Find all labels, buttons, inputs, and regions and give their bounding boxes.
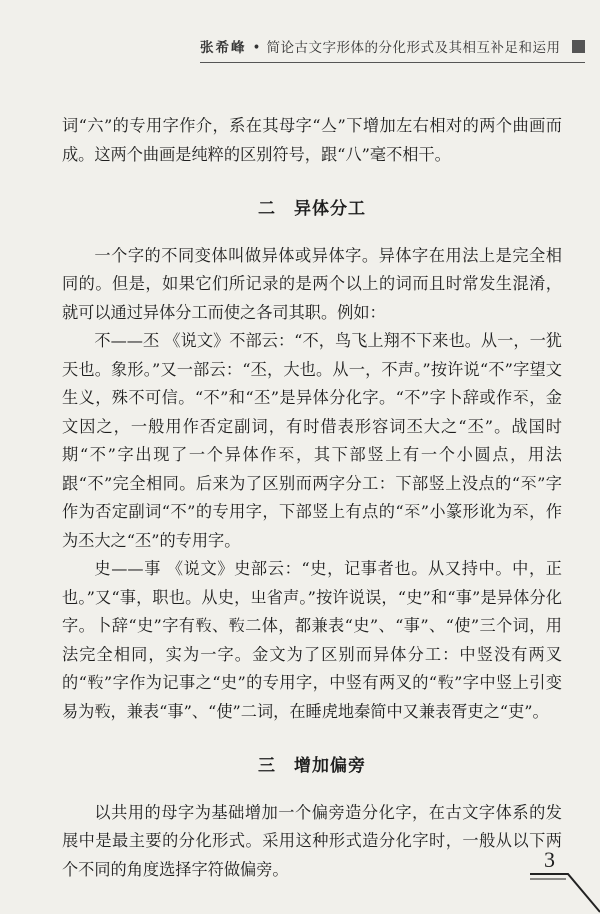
header-title: 简论古文字形体的分化形式及其相互补足和运用: [266, 40, 561, 56]
page-number: 3: [544, 847, 555, 872]
running-header: [200, 36, 585, 63]
header-block-icon: [572, 40, 585, 53]
section-3-title: 增加偏旁: [294, 756, 366, 776]
section-heading-3: [62, 752, 562, 781]
section-2-paragraph: 史——事 《说文》史部云：“史，记事者也。从又持中。中，正也。”又“事，职也。从史，㞢省声。”按许说误，“史”和“事”是异体分化字。卜辞“史”字有𠭕、𠭕二体，都兼表“史”、“事”、“使”三个词，用法完全相同，实为一字。金文为了区别而异体分工：中竖没有两叉的“𠭕”字作为记事之“史”的专用字，中竖有两叉的“𠭕”字中竖上引变易为𠭕，兼表“事”、“使”二词，在睡虎地秦简中又兼表胥吏之“吏”。: [62, 559, 562, 721]
section-3-number: 三: [258, 756, 276, 776]
section-2-paragraph: 一个字的不同变体叫做异体或异体字。异体字在用法上是完全相同的。但是，如果它们所记录的是两个以上的词而且时常发生混淆，就可以通过异体分工而使之各司其职。例如：: [62, 245, 562, 322]
section-3-paragraph: 以共用的母字为基础增加一个偏旁造分化字，在古文字体系的发展中是最主要的分化形式。采用这种形式造分化字时，一般从以下两个不同的角度选择字符做偏旁。: [62, 802, 562, 879]
body-text: [62, 112, 562, 884]
header-author: 张希峰: [200, 40, 247, 56]
page-corner-decoration: [530, 872, 600, 914]
header-separator: •: [252, 40, 261, 56]
section-2-paragraph: 不——丕 《说文》不部云：“不，鸟飞上翔不下来也。从一，一犹天也。象形。”又一部云：“丕，大也。从一，不声。”按许说“不”字望文生义，殊不可信。“不”和“丕”是异体分化字。“不”字卜辞或作𠀚，金文因之，一般用作否定副词，有时借表形容词丕大之“丕”。战国时期“不”字出现了一个异体作𠀚，其下部竖上有一个小圆点，用法跟“不”完全相同。后来为了区别而两字分工：下部竖上没点的“𠀚”字作为否定副词“不”的专用字，下部竖上有点的“𠀚”小篆形讹为𠀚，作为丕大之“丕”的专用字。: [62, 331, 562, 550]
intro-paragraph: 词“六”的专用字作介，系在其母字“亼”下增加左右相对的两个曲画而成。这两个曲画是纯粹的区别符号，跟“八”毫不相干。: [62, 116, 562, 164]
section-2-number: 二: [258, 199, 276, 219]
section-2-title: 异体分工: [294, 199, 366, 219]
section-heading-2: [62, 195, 562, 224]
